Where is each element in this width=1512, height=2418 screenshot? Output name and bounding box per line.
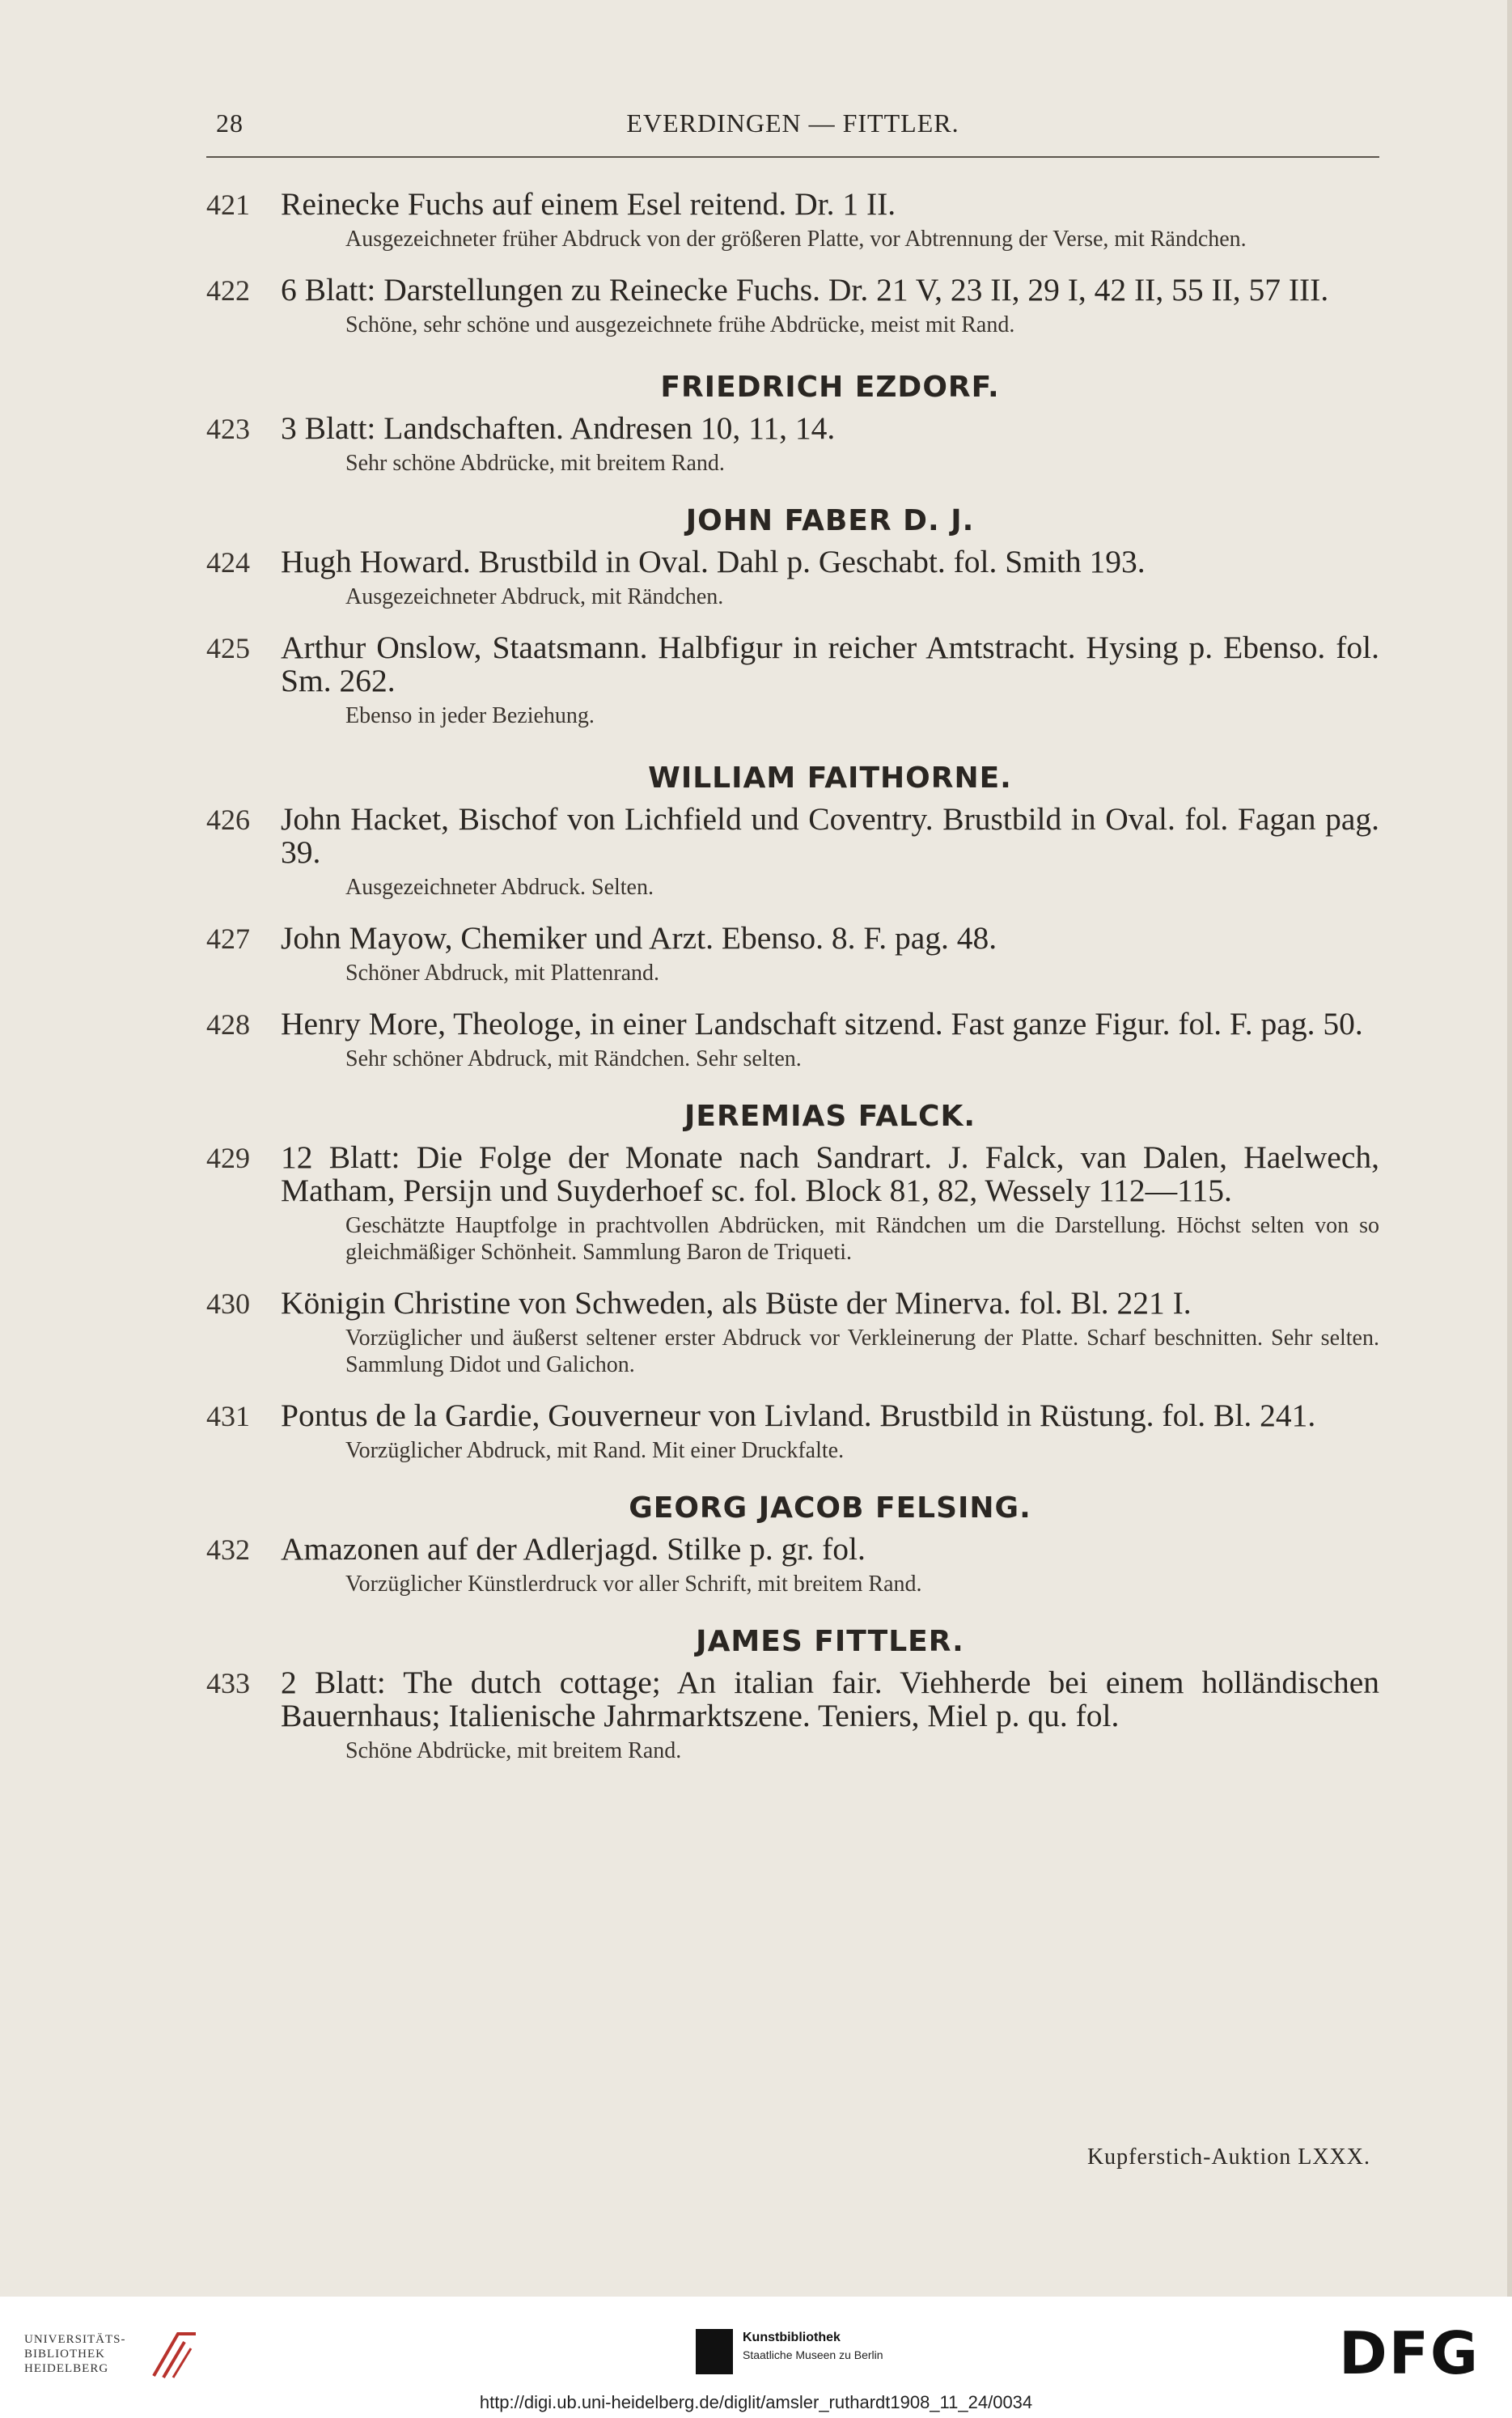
catalog-entry	[206, 631, 1379, 729]
entry-number: 429	[206, 1142, 250, 1174]
entry-text: Reinecke Fuchs auf einem Esel reitend. Dr. 1 II.	[281, 186, 896, 222]
catalog-entry	[206, 188, 1379, 252]
entry-text: Henry More, Theologe, in einer Landschaft sitzend. Fast ganze Figur. fol. F. pag. 50.	[281, 1006, 1363, 1041]
catalog-entry	[206, 545, 1379, 610]
header-rule	[206, 156, 1379, 158]
entry-number: 427	[206, 923, 250, 955]
running-title: EVERDINGEN — FITTLER.	[626, 108, 959, 138]
entry-number: 430	[206, 1287, 250, 1320]
university-emblem-icon	[146, 2327, 202, 2384]
entry-text: John Hacket, Bischof von Lichfield und Coventry. Brustbild in Oval. fol. Fagan pag. 39.	[281, 801, 1379, 870]
catalog-entry	[206, 803, 1379, 901]
catalog-entry	[206, 1008, 1379, 1072]
entry-number: 432	[206, 1534, 250, 1566]
entry-note: Schöne, sehr schöne und ausgezeichnete frühe Abdrücke, meist mit Rand.	[345, 312, 1015, 337]
catalog-entry	[206, 1141, 1379, 1266]
entry-note: Ausgezeichneter früher Abdruck von der größeren Platte, vor Abtrennung der Verse, mit Rändchen.	[345, 227, 1247, 252]
entry-number: 421	[206, 189, 250, 221]
entry-number: 433	[206, 1667, 250, 1699]
kunstbibliothek-logo[interactable]	[696, 2329, 938, 2386]
artist-heading: GEORG JACOB FELSING.	[629, 1491, 1031, 1525]
viewer-footer-bar	[0, 2297, 1512, 2418]
entry-note: Vorzüglicher Abdruck, mit Rand. Mit einer Druckfalte.	[345, 1438, 845, 1463]
catalog-entry	[206, 922, 1379, 986]
catalog-entry	[206, 1533, 1379, 1597]
catalog-entry	[206, 274, 1379, 338]
entry-text: Amazonen auf der Adlerjagd. Stilke p. gr. fol.	[281, 1531, 866, 1567]
dfg-logo[interactable]: DFG	[1338, 2319, 1480, 2387]
kunstbibliothek-name: Kunstbibliothek	[743, 2331, 841, 2344]
entry-note: Vorzüglicher Künstlerdruck vor aller Schrift, mit breitem Rand.	[345, 1572, 922, 1597]
entry-number: 423	[206, 413, 250, 445]
entry-note: Geschätzte Hauptfolge in prachtvollen Abdrücken, mit Rändchen um die Darstellung. Höchst selten von so gleichmäßiger Schönheit. Sammlung Baron de Triqueti.	[345, 1213, 1379, 1265]
entry-note: Ebenso in jeder Beziehung.	[345, 703, 595, 728]
entry-text: Pontus de la Gardie, Gouverneur von Livland. Brustbild in Rüstung. fol. Bl. 241.	[281, 1398, 1316, 1433]
entry-note: Sehr schöne Abdrücke, mit breitem Rand.	[345, 451, 725, 476]
entry-note: Ausgezeichneter Abdruck. Selten.	[345, 875, 654, 900]
page-header	[206, 108, 1379, 141]
university-library-logo[interactable]	[24, 2327, 186, 2384]
entry-text: Königin Christine von Schweden, als Büste der Minerva. fol. Bl. 221 I.	[281, 1285, 1192, 1321]
entry-number: 431	[206, 1400, 250, 1432]
entry-note: Schöne Abdrücke, mit breitem Rand.	[345, 1738, 682, 1763]
artist-heading: JEREMIAS FALCK.	[684, 1100, 976, 1133]
entry-text: John Mayow, Chemiker und Arzt. Ebenso. 8. F. pag. 48.	[281, 920, 997, 956]
catalog-entry	[206, 1666, 1379, 1764]
entry-note: Sehr schöner Abdruck, mit Rändchen. Sehr selten.	[345, 1046, 802, 1071]
entry-text: 12 Blatt: Die Folge der Monate nach Sandrart. J. Falck, van Dalen, Haelwech, Matham, Persijn und Suyderhoef sc. fol. Block 81, 82, Wessely 112—115.	[281, 1139, 1379, 1208]
catalog-entry	[206, 1399, 1379, 1464]
artist-heading: FRIEDRICH EZDORF.	[660, 371, 1000, 404]
catalog-entry	[206, 412, 1379, 477]
kunstbibliothek-emblem-icon	[696, 2329, 733, 2374]
entry-number: 428	[206, 1008, 250, 1041]
entry-text: Arthur Onslow, Staatsmann. Halbfigur in reicher Amtstracht. Hysing p. Ebenso. fol. Sm. 262.	[281, 630, 1379, 698]
kunstbibliothek-subtitle: Staatliche Museen zu Berlin	[743, 2348, 883, 2361]
catalog-footer: Kupferstich-Auktion LXXX.	[1086, 2144, 1370, 2170]
entry-text: 6 Blatt: Darstellungen zu Reinecke Fuchs. Dr. 21 V, 23 II, 29 I, 42 II, 55 II, 57 III.	[281, 272, 1329, 308]
entry-note: Vorzüglicher und äußerst seltener erster Abdruck vor Verkleinerung der Platte. Scharf beschnitten. Sehr selten. Sammlung Didot und Galichon.	[345, 1326, 1379, 1377]
artist-heading: WILLIAM FAITHORNE.	[648, 761, 1012, 795]
entry-note: Ausgezeichneter Abdruck, mit Rändchen.	[345, 584, 724, 609]
artist-heading: JOHN FABER D. J.	[685, 504, 975, 537]
entry-number: 424	[206, 546, 250, 579]
entry-note: Schöner Abdruck, mit Plattenrand.	[345, 961, 660, 986]
university-name: UNIVERSITÄTS- BIBLIOTHEK HEIDELBERG	[24, 2333, 126, 2375]
entry-text: 3 Blatt: Landschaften. Andresen 10, 11, 14.	[281, 410, 836, 446]
entry-text: Hugh Howard. Brustbild in Oval. Dahl p. Geschabt. fol. Smith 193.	[281, 544, 1146, 579]
permalink-url[interactable]: http://digi.ub.uni-heidelberg.de/diglit/amsler_ruthardt1908_11_24/0034	[479, 2392, 1033, 2412]
page-number: 28	[216, 108, 244, 138]
catalog-entry	[206, 1287, 1379, 1378]
entry-number: 425	[206, 632, 250, 664]
artist-heading: JAMES FITTLER.	[696, 1625, 964, 1658]
entry-text: 2 Blatt: The dutch cottage; An italian fair. Viehherde bei einem holländischen Bauernhaus; Italienische Jahrmarktszene. Teniers, Miel p. qu. fol.	[281, 1665, 1379, 1733]
catalog-content	[206, 188, 1379, 1764]
entry-number: 422	[206, 274, 250, 307]
entry-number: 426	[206, 804, 250, 836]
